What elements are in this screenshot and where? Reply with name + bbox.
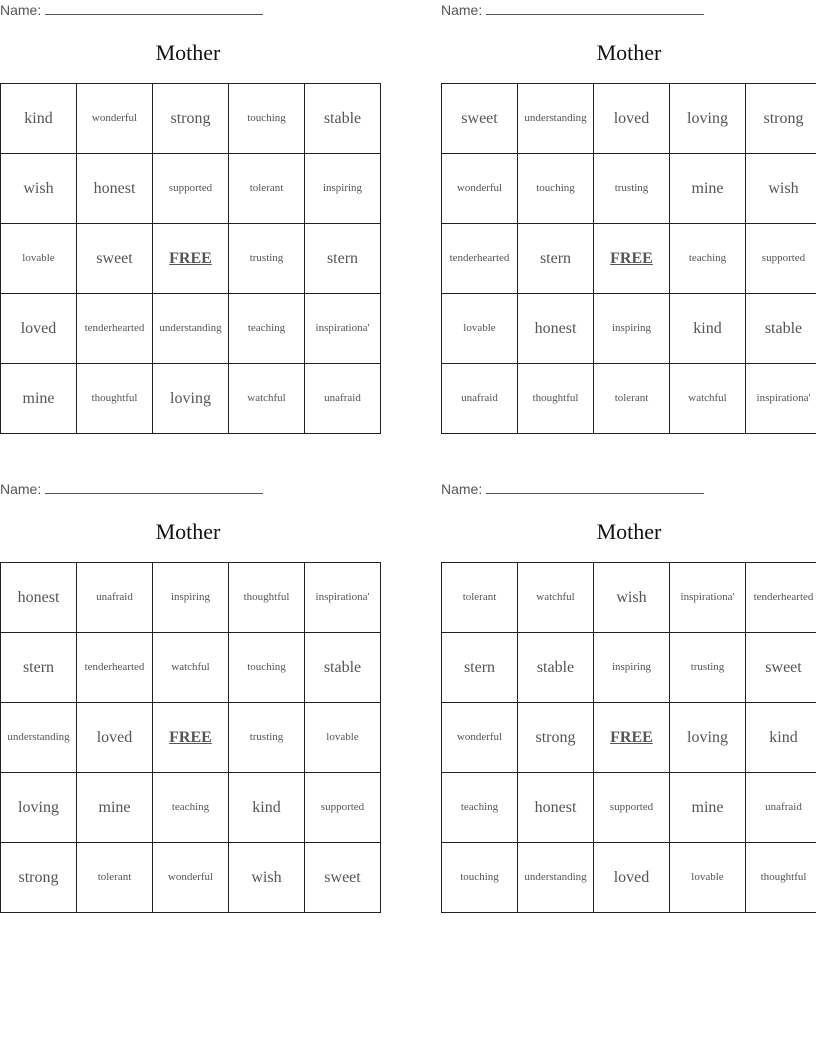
bingo-cell: tenderhearted: [746, 563, 816, 633]
name-field: [0, 481, 263, 497]
bingo-cell: tolerant: [442, 563, 518, 633]
bingo-cell: stern: [1, 633, 77, 703]
bingo-cell: inspiring: [305, 154, 381, 224]
bingo-cell: tenderhearted: [442, 224, 518, 294]
grid-row: [442, 154, 816, 224]
bingo-cell: mine: [1, 364, 77, 434]
bingo-cell: sweet: [305, 843, 381, 913]
bingo-cell: trusting: [229, 703, 305, 773]
bingo-cell: stern: [305, 224, 381, 294]
bingo-cell: wonderful: [153, 843, 229, 913]
bingo-cell: trusting: [594, 154, 670, 224]
bingo-cell: supported: [305, 773, 381, 843]
grid-row: [442, 773, 816, 843]
bingo-cell: loved: [77, 703, 153, 773]
bingo-cell: strong: [746, 84, 816, 154]
bingo-cell: watchful: [518, 563, 594, 633]
bingo-cell: stable: [518, 633, 594, 703]
bingo-cell: loving: [670, 703, 746, 773]
bingo-cell: tenderhearted: [77, 294, 153, 364]
bingo-cell: trusting: [670, 633, 746, 703]
bingo-cell: unafraid: [442, 364, 518, 434]
card-title: Mother: [596, 40, 662, 65]
bingo-cell: unafraid: [77, 563, 153, 633]
grid-row: [1, 563, 381, 633]
name-blank-line[interactable]: [486, 3, 704, 15]
grid-row: [1, 633, 381, 703]
bingo-cell: inspirationa': [305, 294, 381, 364]
bingo-cell: teaching: [670, 224, 746, 294]
name-blank-line[interactable]: [45, 482, 263, 494]
grid-row: [442, 294, 816, 364]
bingo-cell: tolerant: [229, 154, 305, 224]
bingo-cell: stable: [746, 294, 816, 364]
grid-row: [442, 364, 816, 434]
grid-row: [1, 294, 381, 364]
bingo-cell: strong: [518, 703, 594, 773]
bingo-cell: supported: [594, 773, 670, 843]
bingo-cell: tolerant: [77, 843, 153, 913]
grid-row: [442, 633, 816, 703]
name-field: [0, 2, 263, 18]
bingo-cell: loving: [670, 84, 746, 154]
bingo-cell: loving: [153, 364, 229, 434]
bingo-cell: watchful: [153, 633, 229, 703]
bingo-cell: wish: [594, 563, 670, 633]
bingo-cell: honest: [77, 154, 153, 224]
name-label: Name:: [441, 481, 483, 497]
grid-row: [442, 224, 816, 294]
bingo-cell: thoughtful: [229, 563, 305, 633]
bingo-cell: sweet: [77, 224, 153, 294]
bingo-cell: understanding: [518, 843, 594, 913]
bingo-cell: stern: [518, 224, 594, 294]
bingo-cell: strong: [153, 84, 229, 154]
bingo-cell: mine: [670, 154, 746, 224]
bingo-cell: inspiring: [594, 633, 670, 703]
grid-row: [442, 84, 816, 154]
bingo-cell: lovable: [1, 224, 77, 294]
grid-row: [1, 773, 381, 843]
bingo-grid: [441, 562, 816, 913]
bingo-cell: mine: [670, 773, 746, 843]
bingo-cell: kind: [229, 773, 305, 843]
bingo-cell: understanding: [153, 294, 229, 364]
bingo-cell: inspirationa': [746, 364, 816, 434]
bingo-grid: [0, 562, 381, 913]
bingo-cell: supported: [153, 154, 229, 224]
bingo-cell: touching: [518, 154, 594, 224]
grid-row: [442, 703, 816, 773]
bingo-cell: inspirationa': [670, 563, 746, 633]
bingo-cell: wish: [1, 154, 77, 224]
bingo-cell: wonderful: [442, 154, 518, 224]
bingo-cell: touching: [229, 633, 305, 703]
bingo-cell: stable: [305, 84, 381, 154]
bingo-cell: tolerant: [594, 364, 670, 434]
bingo-cell: inspirationa': [305, 563, 381, 633]
name-label: Name:: [0, 2, 42, 18]
bingo-cell: teaching: [229, 294, 305, 364]
bingo-cell: honest: [518, 294, 594, 364]
bingo-cell: unafraid: [305, 364, 381, 434]
name-label: Name:: [441, 2, 483, 18]
bingo-cell: trusting: [229, 224, 305, 294]
bingo-cell: sweet: [442, 84, 518, 154]
free-space-cell: FREE: [594, 703, 670, 773]
bingo-cell: inspiring: [594, 294, 670, 364]
bingo-cell: understanding: [1, 703, 77, 773]
name-label: Name:: [0, 481, 42, 497]
bingo-cell: loving: [1, 773, 77, 843]
bingo-cell: kind: [670, 294, 746, 364]
bingo-cell: touching: [442, 843, 518, 913]
bingo-cell: tenderhearted: [77, 633, 153, 703]
bingo-cell: unafraid: [746, 773, 816, 843]
bingo-cell: mine: [77, 773, 153, 843]
bingo-cell: loved: [594, 843, 670, 913]
bingo-cell: strong: [1, 843, 77, 913]
grid-row: [442, 563, 816, 633]
grid-row: [442, 843, 816, 913]
bingo-cell: thoughtful: [77, 364, 153, 434]
bingo-grid: [441, 83, 816, 434]
bingo-cell: wonderful: [77, 84, 153, 154]
bingo-cell: loved: [594, 84, 670, 154]
bingo-cell: inspiring: [153, 563, 229, 633]
bingo-cell: lovable: [442, 294, 518, 364]
bingo-cell: loved: [1, 294, 77, 364]
name-field: [441, 481, 704, 497]
bingo-cell: stable: [305, 633, 381, 703]
name-field: [441, 2, 704, 18]
grid-row: [1, 703, 381, 773]
free-space-cell: FREE: [153, 703, 229, 773]
bingo-cell: stern: [442, 633, 518, 703]
card-title: Mother: [596, 519, 662, 544]
bingo-cell: wish: [746, 154, 816, 224]
bingo-cell: wish: [229, 843, 305, 913]
bingo-cell: honest: [518, 773, 594, 843]
grid-row: [1, 843, 381, 913]
free-space-cell: FREE: [594, 224, 670, 294]
card-title: Mother: [155, 40, 221, 65]
grid-row: [1, 364, 381, 434]
bingo-cell: touching: [229, 84, 305, 154]
bingo-grid: [0, 83, 381, 434]
bingo-cell: teaching: [153, 773, 229, 843]
bingo-cell: kind: [746, 703, 816, 773]
bingo-cell: sweet: [746, 633, 816, 703]
bingo-cell: thoughtful: [518, 364, 594, 434]
name-blank-line[interactable]: [486, 482, 704, 494]
bingo-cell: understanding: [518, 84, 594, 154]
grid-row: [1, 154, 381, 224]
bingo-cell: watchful: [229, 364, 305, 434]
grid-row: [1, 224, 381, 294]
name-blank-line[interactable]: [45, 3, 263, 15]
bingo-cell: thoughtful: [746, 843, 816, 913]
bingo-cell: honest: [1, 563, 77, 633]
bingo-cell: lovable: [305, 703, 381, 773]
bingo-cell: kind: [1, 84, 77, 154]
free-space-cell: FREE: [153, 224, 229, 294]
card-title: Mother: [155, 519, 221, 544]
grid-row: [1, 84, 381, 154]
bingo-cell: watchful: [670, 364, 746, 434]
bingo-cell: teaching: [442, 773, 518, 843]
bingo-cell: wonderful: [442, 703, 518, 773]
bingo-cell: lovable: [670, 843, 746, 913]
bingo-cell: supported: [746, 224, 816, 294]
